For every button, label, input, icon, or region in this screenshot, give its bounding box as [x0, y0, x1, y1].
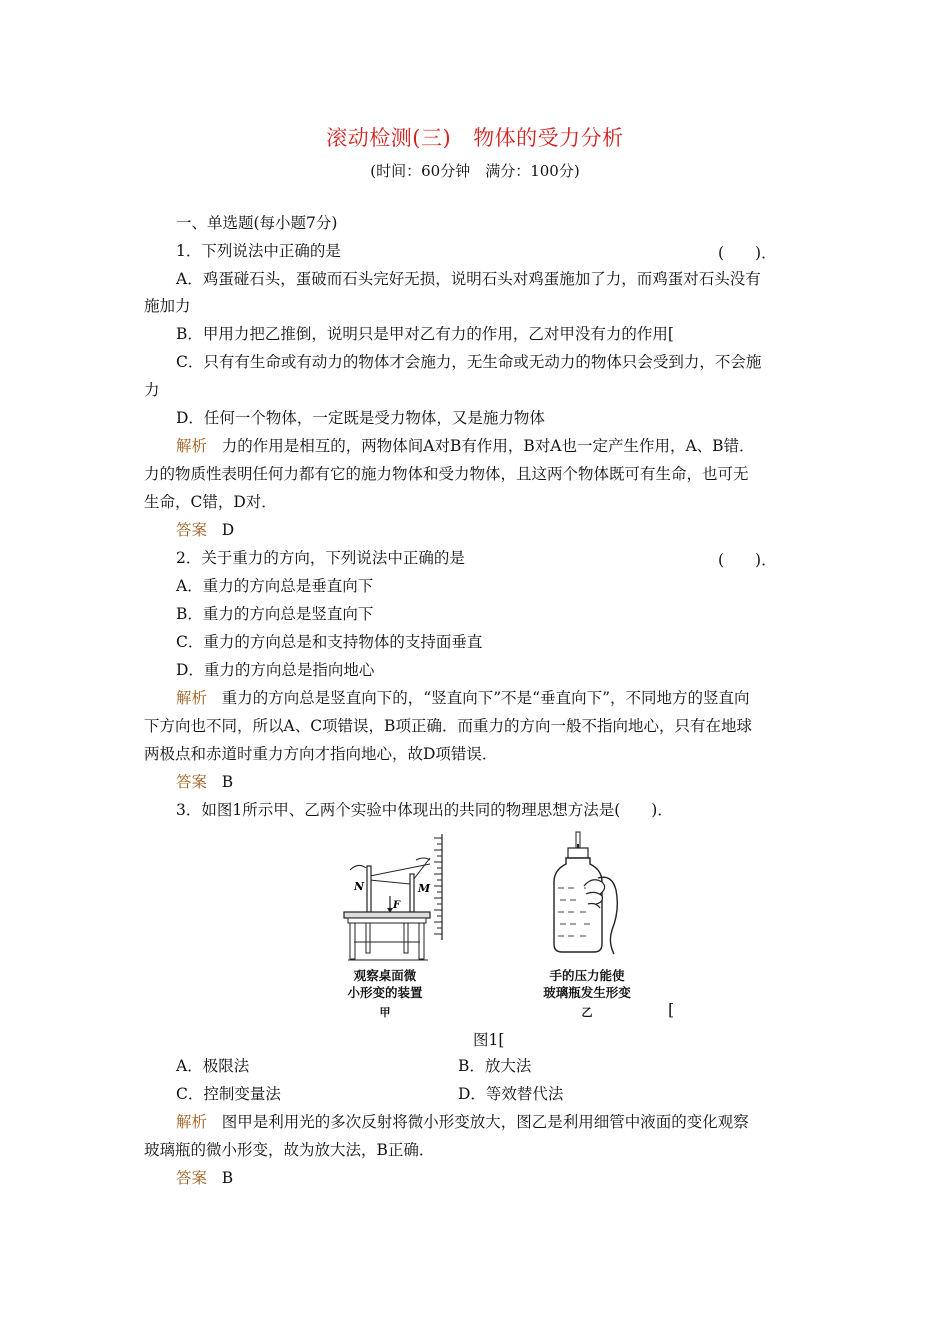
section-heading: 一、单选题(每小题7分): [176, 214, 338, 232]
q3-analysis: [176, 1112, 749, 1132]
analysis-label: 解析: [176, 1113, 208, 1131]
figure-mark: 乙: [581, 1006, 593, 1019]
analysis-label: 解析: [176, 689, 208, 707]
answer-value: D: [221, 521, 235, 539]
q3-option-c: C．控制变量法: [176, 1085, 281, 1103]
q1-stem: 1．下列说法中正确的是: [176, 242, 341, 260]
answer-label: 答案: [176, 1169, 208, 1187]
q1-analysis-cont2: 生命，C错，D对．: [144, 493, 277, 511]
label-n: N: [354, 880, 365, 893]
answer-value: B: [221, 773, 234, 791]
q2-option-d: D．重力的方向总是指向地心: [176, 661, 375, 679]
title-main: 滚动检测(三): [326, 126, 452, 150]
caption-line: 小形变的装置: [347, 985, 423, 1000]
analysis-text: 力的作用是相互的，两物体间A对B有作用，B对A也一定产生作用，A、B错．: [221, 437, 755, 455]
q1-analysis-cont: 力的物质性表明任何力都有它的施力物体和受力物体，且这两个物体既可有生命，也可无: [144, 465, 749, 483]
answer-value: B: [221, 1169, 234, 1187]
q3-answer: [176, 1168, 233, 1188]
caption-line: 手的压力能使: [549, 968, 625, 983]
q2-option-c: C．重力的方向总是和支持物体的支持面垂直: [176, 633, 483, 651]
caption-line: 玻璃瓶发生形变: [543, 985, 631, 1000]
q1-option-a-cont: 施加力: [144, 297, 191, 315]
title-sub: 物体的受力分析: [473, 126, 624, 150]
page-title: [0, 122, 950, 152]
figure-mirror-apparatus: [330, 830, 460, 965]
figure-title: 图1[: [473, 1031, 505, 1049]
q1-option-d: D．任何一个物体，一定既是受力物体，又是施力物体: [176, 409, 545, 427]
analysis-text: 图甲是利用光的多次反射将微小形变放大，图乙是利用细管中液面的变化观察: [221, 1113, 749, 1131]
figure-right-caption: [527, 967, 647, 1021]
q2-answer-blank: ( )．: [718, 551, 777, 569]
q2-option-b: B．重力的方向总是竖直向下: [176, 605, 374, 623]
q2-analysis-cont: 下方向也不同，所以A、C项错误，B项正确．而重力的方向一般不指向地心，只有在地球: [144, 717, 752, 735]
figure-mark: 甲: [379, 1006, 391, 1019]
q1-option-b: B．甲用力把乙推倒，说明只是甲对乙有力的作用，乙对甲没有力的作用[: [176, 325, 674, 343]
stray-bracket: [: [668, 1000, 675, 1019]
exam-meta: (时间：60分钟 满分：100分): [370, 162, 580, 180]
q2-option-a: A．重力的方向总是垂直向下: [176, 577, 374, 595]
q3-analysis-cont: 玻璃瓶的微小形变，故为放大法，B正确．: [144, 1141, 435, 1159]
figure-glass-bottle: [540, 830, 640, 960]
answer-label: 答案: [176, 773, 208, 791]
q3-option-d: D．等效替代法: [458, 1085, 564, 1103]
q1-option-c-cont: 力: [144, 381, 160, 399]
label-f: F: [393, 900, 401, 911]
q2-stem: 2．关于重力的方向，下列说法中正确的是: [176, 549, 465, 567]
q1-answer-blank: ( )．: [718, 244, 777, 262]
q2-analysis-cont2: 两极点和赤道时重力方向才指向地心，故D项错误．: [144, 745, 498, 763]
q3-stem: 3．如图1所示甲、乙两个实验中体现出的共同的物理思想方法是( )．: [176, 801, 673, 819]
q2-answer: [176, 772, 233, 792]
q1-answer: [176, 520, 234, 540]
analysis-label: 解析: [176, 437, 208, 455]
q1-option-a: A．鸡蛋碰石头，蛋破而石头完好无损，说明石头对鸡蛋施加了力，而鸡蛋对石头没有: [176, 270, 761, 288]
figure-left-caption: [330, 967, 440, 1021]
q3-option-b: B．放大法: [458, 1057, 532, 1075]
q2-analysis: [176, 688, 750, 708]
q3-option-a: A．极限法: [176, 1057, 250, 1075]
answer-label: 答案: [176, 521, 208, 539]
analysis-text: 重力的方向总是竖直向下的，“竖直向下”不是“垂直向下”，不同地方的竖直向: [221, 689, 750, 707]
q1-option-c: C．只有有生命或有动力的物体才会施力，无生命或无动力的物体只会受到力，不会施: [176, 353, 762, 371]
label-m: M: [418, 882, 431, 895]
q1-analysis: [176, 436, 755, 456]
caption-line: 观察桌面微: [353, 968, 417, 983]
